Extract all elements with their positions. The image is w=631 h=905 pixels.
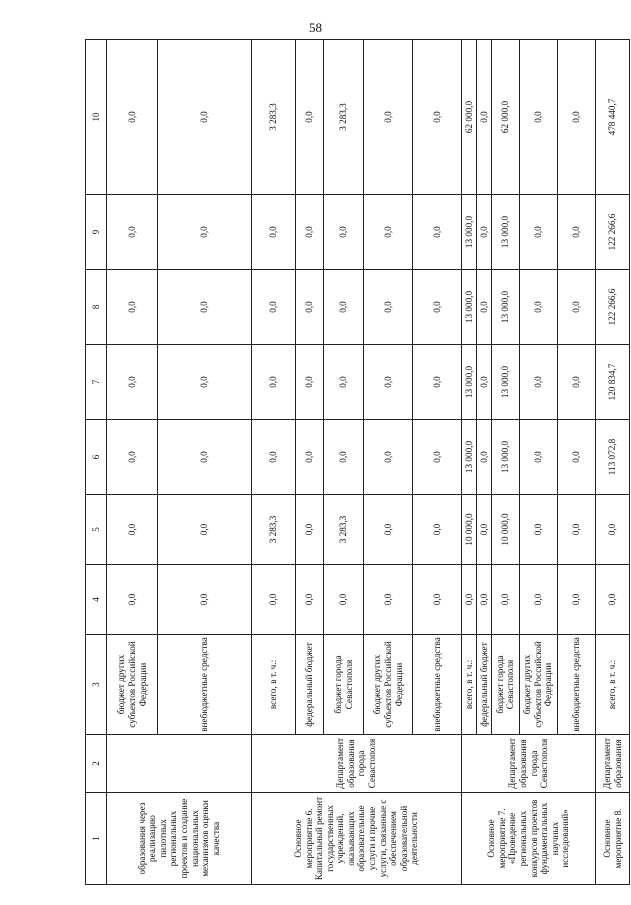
executor-cell: Департамент образования: [596, 735, 630, 793]
event-name-cell: Основное мероприятие 8.: [596, 793, 630, 885]
value-cell: 0,0: [557, 270, 595, 345]
value-cell: 3 283,3: [324, 495, 364, 565]
header-cell: 10: [86, 40, 107, 195]
header-cell: 1: [86, 793, 107, 885]
value-cell: 13 000,0: [462, 270, 477, 345]
value-cell: 0,0: [296, 565, 324, 635]
value-cell: 0,0: [596, 565, 630, 635]
source-cell: бюджет города Севастополя: [324, 635, 364, 735]
executor-cell: [107, 735, 252, 793]
header-cell: 9: [86, 195, 107, 270]
value-cell: 122 266,6: [596, 195, 630, 270]
value-cell: 0,0: [477, 345, 492, 420]
value-cell: 0,0: [557, 195, 595, 270]
value-cell: 0,0: [519, 40, 557, 195]
value-cell: 0,0: [364, 270, 413, 345]
table-row: [596, 40, 630, 885]
value-cell: 0,0: [107, 270, 158, 345]
value-cell: 0,0: [477, 195, 492, 270]
header-cell: 3: [86, 635, 107, 735]
value-cell: 0,0: [413, 565, 462, 635]
value-cell: 13 000,0: [491, 420, 519, 495]
value-cell: 0,0: [107, 420, 158, 495]
rotated-table-container: [85, 40, 630, 885]
value-cell: 0,0: [413, 420, 462, 495]
value-cell: 0,0: [364, 495, 413, 565]
value-cell: 0,0: [557, 345, 595, 420]
header-cell: 2: [86, 735, 107, 793]
value-cell: 0,0: [596, 495, 630, 565]
value-cell: 0,0: [364, 195, 413, 270]
value-cell: 13 000,0: [491, 345, 519, 420]
value-cell: 0,0: [158, 565, 252, 635]
value-cell: 10 000,0: [462, 495, 477, 565]
value-cell: 0,0: [519, 195, 557, 270]
value-cell: 0,0: [462, 565, 477, 635]
source-cell: бюджет других субъектов Российской Федерации: [107, 635, 158, 735]
value-cell: 0,0: [557, 40, 595, 195]
value-cell: 0,0: [324, 565, 364, 635]
value-cell: 0,0: [107, 495, 158, 565]
value-cell: 0,0: [107, 195, 158, 270]
table-row: [462, 40, 477, 885]
value-cell: 0,0: [413, 270, 462, 345]
value-cell: 0,0: [158, 40, 252, 195]
table-row: [107, 40, 158, 885]
value-cell: 0,0: [364, 345, 413, 420]
value-cell: 13 000,0: [491, 270, 519, 345]
value-cell: 13 000,0: [462, 420, 477, 495]
header-cell: 7: [86, 345, 107, 420]
executor-cell: Департамент образования города Севастополя: [462, 735, 596, 793]
value-cell: 0,0: [477, 565, 492, 635]
value-cell: 62 000,0: [491, 40, 519, 195]
source-cell: всего, в т. ч.:: [251, 635, 296, 735]
value-cell: 120 834,7: [596, 345, 630, 420]
source-cell: всего, в т. ч.:: [462, 635, 477, 735]
value-cell: 0,0: [107, 40, 158, 195]
value-cell: 0,0: [251, 420, 296, 495]
value-cell: 0,0: [477, 40, 492, 195]
value-cell: 0,0: [158, 195, 252, 270]
value-cell: 0,0: [324, 345, 364, 420]
value-cell: 13 000,0: [462, 345, 477, 420]
value-cell: 3 283,3: [251, 40, 296, 195]
source-cell: внебюджетные средства: [158, 635, 252, 735]
value-cell: 10 000,0: [491, 495, 519, 565]
value-cell: 0,0: [413, 195, 462, 270]
event-name-cell: Основное мероприятие 7. «Проведение региональных конкурсов проектов фундаментальных научных исследований»: [462, 793, 596, 885]
value-cell: 0,0: [296, 495, 324, 565]
value-cell: 0,0: [557, 495, 595, 565]
value-cell: 13 000,0: [462, 195, 477, 270]
value-cell: 0,0: [324, 195, 364, 270]
header-cell: 6: [86, 420, 107, 495]
value-cell: 0,0: [413, 40, 462, 195]
value-cell: 0,0: [519, 345, 557, 420]
value-cell: 0,0: [158, 270, 252, 345]
value-cell: 0,0: [296, 195, 324, 270]
value-cell: 0,0: [296, 40, 324, 195]
value-cell: 0,0: [251, 565, 296, 635]
value-cell: 0,0: [251, 270, 296, 345]
table-row: [251, 40, 296, 885]
page-number: 58: [309, 20, 322, 35]
value-cell: 0,0: [296, 270, 324, 345]
header-row: [86, 40, 107, 885]
source-cell: бюджет города Севастополя: [491, 635, 519, 735]
value-cell: 0,0: [477, 270, 492, 345]
value-cell: 0,0: [107, 565, 158, 635]
value-cell: 0,0: [107, 345, 158, 420]
value-cell: 0,0: [519, 270, 557, 345]
value-cell: 0,0: [296, 345, 324, 420]
value-cell: 0,0: [413, 345, 462, 420]
source-cell: всего, в т. ч.:: [596, 635, 630, 735]
source-cell: федеральный бюджет: [296, 635, 324, 735]
source-cell: внебюджетные средства: [557, 635, 595, 735]
value-cell: 0,0: [158, 420, 252, 495]
value-cell: 3 283,3: [251, 495, 296, 565]
header-cell: 8: [86, 270, 107, 345]
value-cell: 0,0: [251, 195, 296, 270]
value-cell: 0,0: [364, 40, 413, 195]
executor-cell: Департамент образования города Севастополя: [251, 735, 461, 793]
value-cell: 0,0: [324, 420, 364, 495]
value-cell: 0,0: [413, 495, 462, 565]
value-cell: 0,0: [519, 420, 557, 495]
value-cell: 0,0: [519, 565, 557, 635]
value-cell: 0,0: [557, 420, 595, 495]
value-cell: 0,0: [251, 345, 296, 420]
header-cell: 5: [86, 495, 107, 565]
value-cell: 478 440,7: [596, 40, 630, 195]
value-cell: 0,0: [158, 345, 252, 420]
header-cell: 4: [86, 565, 107, 635]
source-cell: бюджет других субъектов Российской Федерации: [519, 635, 557, 735]
value-cell: 3 283,3: [324, 40, 364, 195]
value-cell: 122 266,6: [596, 270, 630, 345]
value-cell: 0,0: [491, 565, 519, 635]
value-cell: 13 000,0: [491, 195, 519, 270]
source-cell: федеральный бюджет: [477, 635, 492, 735]
value-cell: 0,0: [477, 420, 492, 495]
budget-table: [85, 39, 630, 885]
event-name-cell: Основное мероприятие 6. Капитальный ремонт государственных учреждений, оказывающих образовательные услуги и прочие услуги, связанные с обеспечением образовательной деятельности: [251, 793, 461, 885]
value-cell: 0,0: [364, 565, 413, 635]
value-cell: 0,0: [324, 270, 364, 345]
value-cell: 0,0: [158, 495, 252, 565]
value-cell: 62 000,0: [462, 40, 477, 195]
value-cell: 0,0: [519, 495, 557, 565]
event-name-cell: образования через реализацию пилотных региональных проектов и создание национальных механизмов оценки качества: [107, 793, 252, 885]
source-cell: бюджет других субъектов Российской Федерации: [364, 635, 413, 735]
value-cell: 0,0: [477, 495, 492, 565]
value-cell: 0,0: [557, 565, 595, 635]
value-cell: 0,0: [296, 420, 324, 495]
value-cell: 0,0: [364, 420, 413, 495]
source-cell: внебюджетные средства: [413, 635, 462, 735]
value-cell: 113 072,8: [596, 420, 630, 495]
